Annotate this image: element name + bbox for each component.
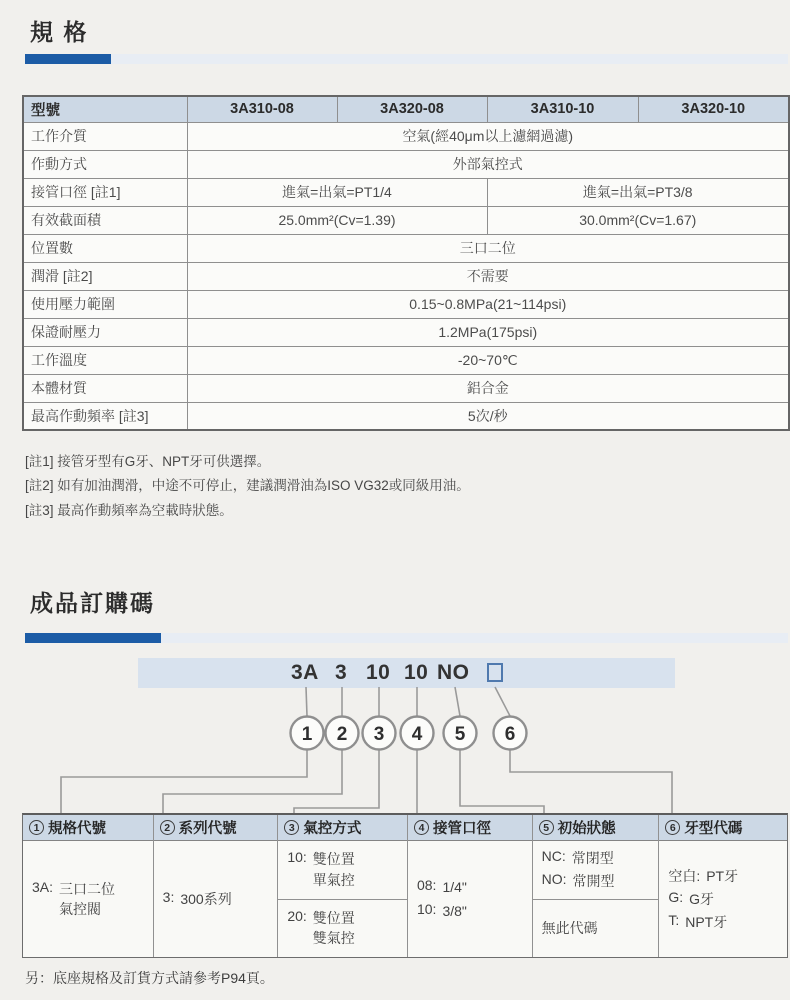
option-description: 三口二位 氣控閥 (59, 880, 116, 917)
order-option-entry (668, 889, 783, 909)
order-column-header (408, 815, 532, 841)
order-code-column (278, 815, 408, 957)
order-code-column (408, 815, 533, 957)
option-description: 雙位置 單氣控 (312, 851, 355, 888)
order-column-label: 接管口徑 (432, 821, 491, 837)
spec-note-line: [註2] 如有加油潤滑，中途不可停止，建議潤滑油為ISO VG32或同級用油。 (25, 478, 470, 494)
option-code: 空白: (668, 867, 701, 884)
order-option-entry (163, 889, 274, 909)
spec-row (23, 234, 789, 262)
spec-cell: 外部氣控式 (187, 150, 789, 178)
circled-number-icon: 6 (665, 820, 680, 835)
spec-cell: 三口二位 (187, 234, 789, 262)
order-option-entry (417, 877, 528, 897)
option-description: 3/8" (442, 902, 467, 919)
code-part-pilot: 10 (366, 661, 391, 684)
option-code: NO: (541, 871, 567, 888)
option-code: 08: (416, 877, 437, 894)
divider-bar-accent (25, 54, 111, 64)
order-column-body (154, 841, 278, 957)
spec-notes (25, 450, 470, 523)
order-option-entry (32, 879, 149, 920)
spec-row (23, 122, 789, 150)
section-divider-bar (25, 54, 788, 64)
option-code: 3A: (32, 878, 54, 895)
spec-row (23, 290, 789, 318)
circle-number: 6 (504, 724, 516, 745)
spec-cell: 空氣(經40μm以上濾網過濾) (187, 122, 789, 150)
spec-row-label: 使用壓力範圍 (23, 290, 187, 318)
option-code: G: (668, 888, 684, 905)
order-column-label: 初始狀態 (557, 821, 616, 837)
circle-number: 5 (454, 724, 466, 745)
order-option-entry (287, 908, 403, 949)
specifications-heading: 規 格 (30, 19, 89, 45)
option-description: 常開型 (572, 873, 615, 890)
order-code-column (154, 815, 279, 957)
code-part-series: 3 (335, 661, 348, 684)
divider-bar-accent (25, 633, 161, 643)
spec-cell: 0.15~0.8MPa(21~114psi) (187, 290, 789, 318)
spec-row-label: 潤滑 [註2] (23, 262, 187, 290)
order-code-column (23, 815, 154, 957)
spec-note-line: [註1] 接管牙型有G牙、NPT牙可供選擇。 (25, 454, 271, 469)
order-option-entry (668, 866, 783, 886)
order-column-body (23, 841, 153, 957)
circle-number: 4 (411, 724, 423, 745)
circle-number: 3 (373, 724, 385, 745)
option-description: 無此代碼 (541, 920, 598, 937)
option-description: 常閉型 (571, 849, 614, 866)
page-footnote: 另：底座規格及訂貨方式請參考P94頁。 (25, 970, 274, 986)
spec-col-model: 3A310-10 (487, 96, 638, 122)
order-option-cell (659, 841, 787, 957)
section-divider-bar (25, 633, 788, 643)
option-code: 10: (416, 900, 437, 917)
code-part-state: NO (437, 661, 470, 684)
spec-row-label: 有效截面積 (23, 206, 187, 234)
spec-cell: 30.0mm²(Cv=1.67) (487, 206, 789, 234)
order-column-body (278, 841, 407, 957)
option-description: PT牙 (706, 867, 739, 884)
option-code: 3: (162, 888, 175, 905)
option-code: 20: (287, 907, 307, 924)
order-option-cell (533, 841, 659, 899)
spec-row (23, 150, 789, 178)
option-description: G牙 (689, 890, 714, 907)
order-option-entry (287, 849, 403, 890)
spec-header-row (23, 96, 789, 122)
spec-cell: 1.2MPa(175psi) (187, 318, 789, 346)
order-column-header (154, 815, 278, 841)
spec-cell: 5次/秒 (187, 402, 789, 430)
spec-row-label: 接管口徑 [註1] (23, 178, 187, 206)
order-column-header (278, 815, 407, 841)
spec-col-model: 3A310-08 (187, 96, 337, 122)
order-option-cell (154, 841, 278, 957)
circled-number-icon: 3 (284, 820, 299, 835)
spec-row-label: 本體材質 (23, 374, 187, 402)
spec-col-model-label: 型號 (23, 96, 187, 122)
spec-row-label: 保證耐壓力 (23, 318, 187, 346)
order-column-header (659, 815, 787, 841)
order-option-entry (668, 912, 783, 932)
spec-row (23, 262, 789, 290)
spec-row (23, 346, 789, 374)
order-column-body (408, 841, 532, 957)
order-option-entry (542, 871, 655, 891)
order-option-cell (408, 841, 532, 957)
order-option-cell (278, 841, 407, 899)
spec-row-label: 工作溫度 (23, 346, 187, 374)
spec-row (23, 178, 789, 206)
spec-col-model: 3A320-08 (337, 96, 487, 122)
order-option-entry (542, 848, 655, 868)
order-option-cell (278, 899, 407, 958)
spec-cell: 進氣=出氣=PT1/4 (187, 178, 487, 206)
spec-cell: -20~70℃ (187, 346, 789, 374)
spec-col-model: 3A320-10 (638, 96, 789, 122)
order-code-column (533, 815, 660, 957)
spec-row (23, 206, 789, 234)
specifications-table (22, 95, 790, 431)
option-description: 1/4" (442, 879, 467, 896)
spec-cell: 進氣=出氣=PT3/8 (487, 178, 789, 206)
order-option-entry (542, 918, 655, 938)
order-column-label: 氣控方式 (303, 821, 362, 837)
option-description: 300系列 (180, 890, 232, 907)
order-option-cell (533, 899, 659, 958)
ordering-code-table (22, 813, 788, 958)
ordering-code-heading: 成品訂購碼 (30, 590, 155, 616)
spec-cell: 25.0mm²(Cv=1.39) (187, 206, 487, 234)
code-part-spec: 3A (291, 661, 319, 684)
spec-row-label: 最高作動頻率 [註3] (23, 402, 187, 430)
order-column-label: 牙型代碼 (684, 821, 743, 837)
spec-row-label: 工作介質 (23, 122, 187, 150)
order-column-body (659, 841, 787, 957)
spec-cell: 不需要 (187, 262, 789, 290)
circled-number-icon: 4 (414, 820, 429, 835)
spec-row (23, 318, 789, 346)
spec-row-label: 作動方式 (23, 150, 187, 178)
spec-cell: 鋁合金 (187, 374, 789, 402)
spec-row (23, 374, 789, 402)
order-option-entry (417, 901, 528, 921)
spec-note-line: [註3] 最高作動頻率為空載時狀態。 (25, 502, 233, 518)
order-column-header (533, 815, 659, 841)
circled-number-icon: 1 (29, 820, 44, 835)
order-code-column (659, 815, 787, 957)
code-part-port: 10 (404, 661, 429, 684)
order-column-header (23, 815, 153, 841)
option-code: T: (668, 912, 680, 929)
circle-number: 2 (336, 724, 348, 745)
option-description: 雙位置 雙氣控 (312, 909, 355, 947)
option-code: NC: (541, 847, 566, 864)
spec-row-label: 位置數 (23, 234, 187, 262)
option-description: NPT牙 (685, 914, 728, 931)
option-code: 10: (287, 849, 307, 866)
order-option-cell (23, 841, 153, 957)
spec-row (23, 402, 789, 430)
circle-number: 1 (301, 724, 313, 745)
circled-number-icon: 5 (539, 820, 554, 835)
order-column-label: 系列代號 (178, 821, 237, 837)
order-column-body (533, 841, 659, 957)
circled-number-icon: 2 (160, 820, 175, 835)
order-column-label: 規格代號 (48, 821, 106, 837)
